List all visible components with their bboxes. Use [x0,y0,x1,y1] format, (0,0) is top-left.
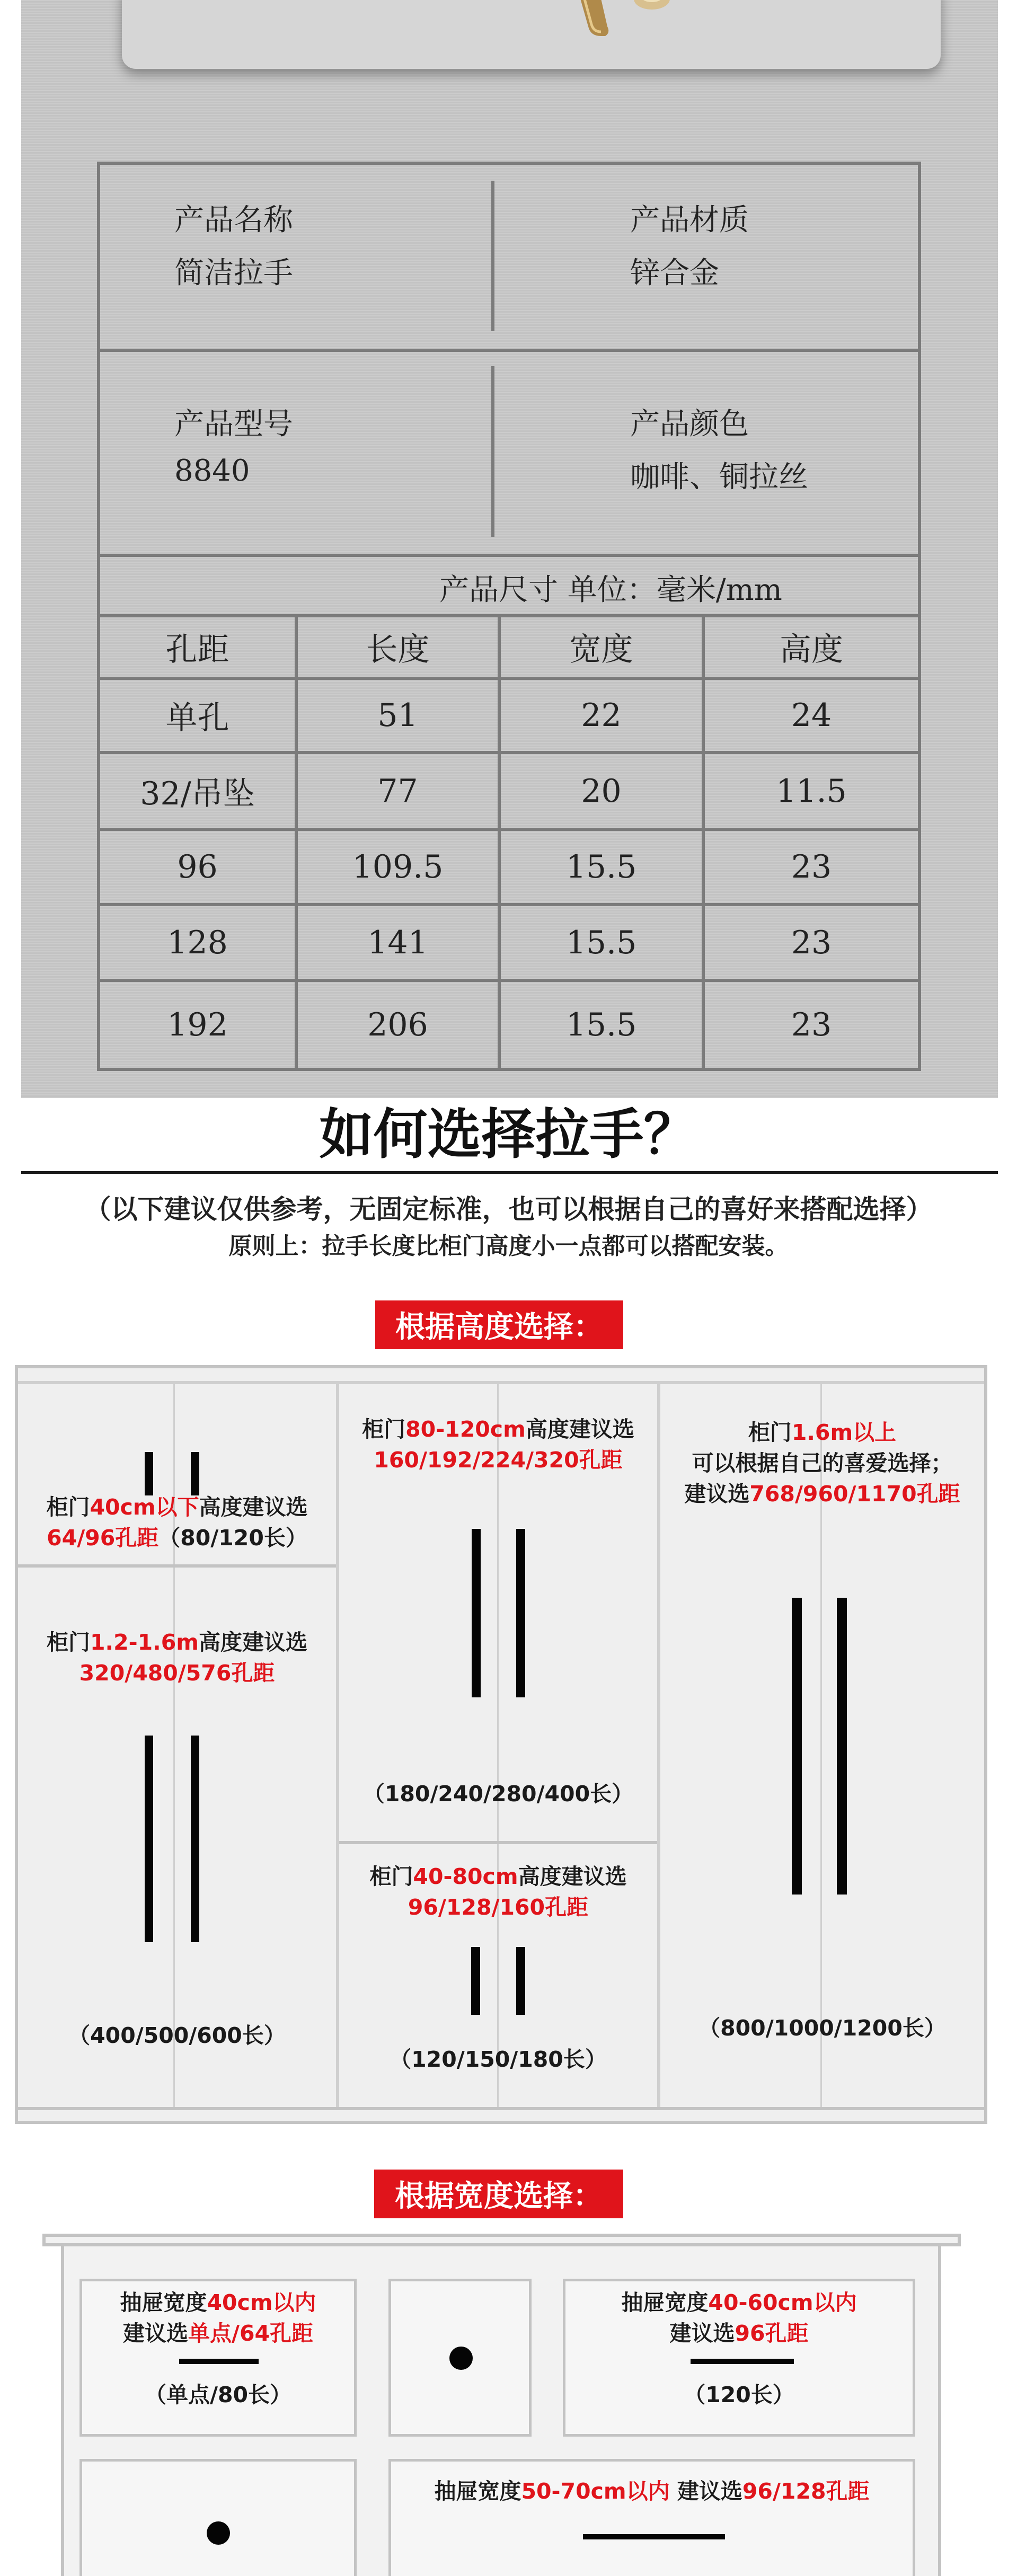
label-1.2-1.6m [18,1627,336,1688]
table-divider [100,554,918,557]
label-text: 柜门 [748,1420,792,1445]
label-text: 建议选 [122,2321,188,2346]
label-highlight: 1.6m以上 [791,1420,897,1445]
label-highlight: 768/960/1170孔距 [749,1481,960,1507]
label-over-1.6m [660,1417,984,1509]
length-800-1200: （800/1000/1200长） [698,2015,946,2041]
table-cell: 206 [367,1006,428,1043]
cabinet-divider [18,1564,336,1568]
label-highlight: 320/480/576孔距 [79,1660,275,1686]
handle-bar [179,2359,259,2364]
handle-bar [837,1598,847,1895]
handle-bar [471,1947,480,2015]
label-highlight: 40cm以内 [207,2290,316,2315]
handle-bar [145,1452,153,1495]
label-highlight: 160/192/224/320孔距 [374,1447,623,1473]
table-cell: 15.5 [565,1006,637,1043]
knob [449,2347,473,2370]
label-highlight: 40-80cm [413,1864,518,1889]
label-text: 高度建议选 [199,1630,307,1655]
label-highlight: 50-70cm以内 [521,2478,670,2504]
label-text: 柜门 [46,1494,90,1520]
model-value: 8840 [174,454,250,488]
label-text: 建议选 [669,2321,735,2346]
label-highlight: 96孔距 [735,2321,809,2346]
table-cell: 24 [791,697,832,734]
model-label: 产品型号 [174,407,293,441]
length-120: （120长） [684,2382,794,2407]
label-text: 可以根据自己的喜爱选择； [692,1450,953,1476]
col-header: 长度 [366,631,430,668]
label-text: 抽屉宽度 [621,2290,709,2315]
table-cell: 15.5 [565,848,637,886]
table-cell: 22 [581,697,622,734]
col-header: 宽度 [569,631,633,668]
material-label: 产品材质 [630,203,749,237]
material-value: 锌合金 [630,256,719,290]
label-text: 抽屉宽度 [120,2290,207,2315]
label-highlight: 1.2-1.6m [90,1630,199,1655]
label-text: 柜门 [362,1417,406,1442]
label-highlight: 64/96孔距 [47,1525,159,1551]
product-photo-card [122,0,941,69]
table-cell: 192 [167,1006,228,1043]
handle-bar [516,1947,525,2015]
label-highlight: 80-120cm [405,1417,526,1442]
table-cell: 23 [791,848,832,886]
label-highlight: 40-60cm以内 [708,2290,857,2315]
label-drawer-50-70cm [388,2476,915,2507]
table-divider [491,181,494,331]
table-cell: 23 [791,924,832,961]
label-highlight: 96/128孔距 [742,2478,870,2504]
table-cell: 11.5 [776,772,847,810]
title-rule [21,1171,998,1174]
handle-bar [191,1736,199,1942]
table-cell: 109.5 [352,848,444,886]
label-drawer-40-60cm [563,2287,915,2349]
col-header: 高度 [780,631,843,668]
table-cell: 141 [367,924,428,961]
width-section-badge: 根据宽度选择： [374,2170,623,2218]
col-header: 孔距 [165,631,229,668]
cabinet-divider [336,1381,339,2108]
guide-principle: 原则上：拉手长度比柜门高度小一点都可以搭配安装。 [228,1233,789,1260]
guide-note: （以下建议仅供参考，无固定标准，也可以根据自己的喜好来搭配选择） [84,1194,933,1225]
table-cell: 96 [177,848,218,886]
table-cell: 51 [377,697,418,734]
length-400-600: （400/500/600长） [68,2023,286,2048]
handle-bar [792,1598,802,1895]
table-cell: 23 [791,1006,832,1043]
label-text: 柜门 [369,1864,413,1889]
drawer-cabinet-top [42,2234,961,2246]
guide-title: 如何选择拉手？ [319,1103,698,1166]
label-text: 抽屉宽度 [434,2478,521,2504]
label-text: 柜门 [47,1630,90,1655]
height-section-badge: 根据高度选择： [375,1300,623,1349]
label-80-120cm [339,1414,657,1475]
color-value: 咖啡、铜拉丝 [630,460,808,494]
label-drawer-40cm [79,2287,357,2349]
name-value: 简洁拉手 [174,256,293,290]
label-text: 建议选 [684,1481,750,1507]
label-text: 建议选 [669,2478,742,2504]
label-text: 高度建议选 [199,1494,308,1520]
table-divider [491,366,494,537]
handle-bar [191,1452,199,1495]
size-header: 产品尺寸 单位：毫米/mm [439,573,782,607]
label-highlight: 96/128/160孔距 [408,1895,589,1920]
color-label: 产品颜色 [630,407,749,441]
table-cell: 77 [377,772,418,810]
length-120-180: （120/150/180长） [390,2047,607,2072]
table-cell: 128 [167,924,228,961]
label-highlight: 单点/64孔距 [188,2321,314,2346]
cabinet-side [938,2246,941,2576]
handle-bar [516,1529,525,1697]
length-180-400: （180/240/280/400长） [362,1781,634,1807]
handle-photo [556,0,684,42]
handle-bar [691,2359,794,2364]
handle-bar [583,2534,725,2539]
handle-bar [145,1736,153,1942]
label-text: （80/120长） [158,1525,307,1551]
handle-bar [472,1529,481,1697]
table-cell: 单孔 [165,700,229,737]
table-cell: 20 [581,772,622,810]
cabinet-base [18,2107,984,2110]
cabinet-top [18,1381,984,1384]
length-single-80: （单点/80长） [144,2382,292,2407]
table-cell: 15.5 [565,924,637,961]
label-under-40cm [18,1492,336,1553]
label-text: 高度建议选 [525,1417,634,1442]
label-text: 高度建议选 [518,1864,627,1889]
spec-table [97,162,921,1071]
name-label: 产品名称 [174,203,293,237]
knob [207,2521,230,2545]
label-40-80cm [339,1861,657,1923]
label-highlight: 40cm以下 [90,1494,199,1520]
drawer-lower-left [79,2459,357,2576]
table-divider [100,349,918,352]
table-cell: 32/吊坠 [140,775,255,812]
